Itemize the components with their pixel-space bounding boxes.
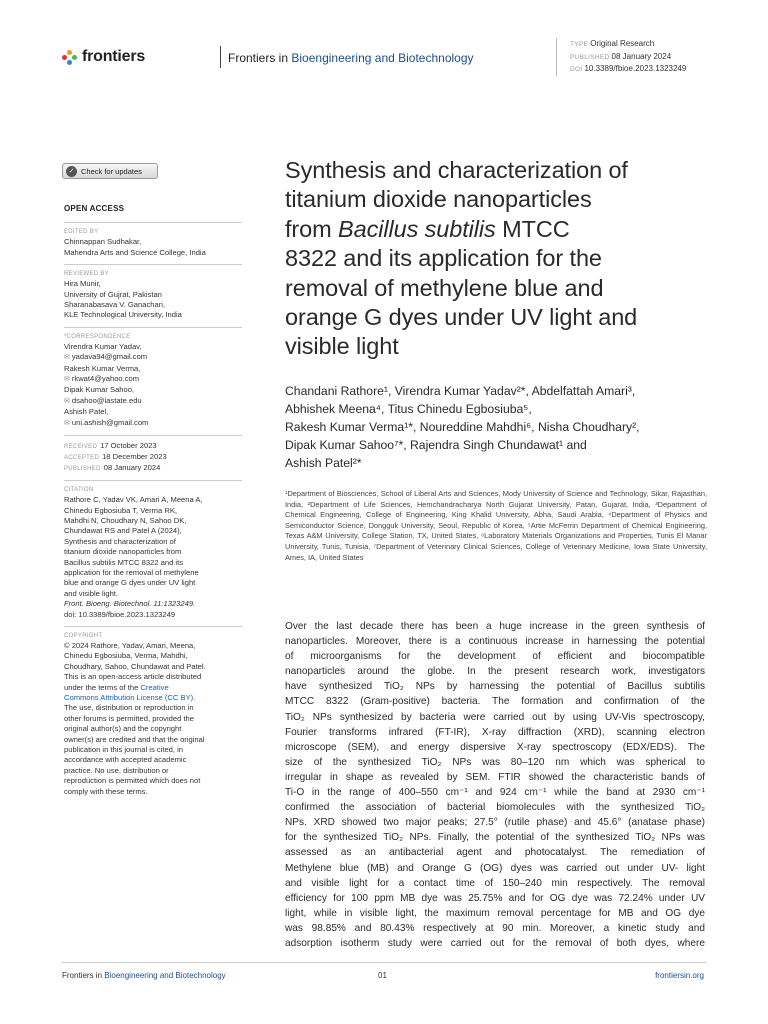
sidebar (64, 204, 242, 803)
published-date: 08 January 2024 (103, 463, 161, 473)
abstract-line: irregular in shape as revealed by SEM. FTIR showed the characteristic bands of (285, 771, 705, 783)
copyright-line: reproduction is permitted which does not (64, 776, 201, 786)
copyright-line: Chinedu Egbosiuba, Verma, Mahdhi, (64, 651, 188, 661)
author-line[interactable]: Dipak Kumar Sahoo⁷*, Rajendra Singh Chundawat¹ and (285, 437, 587, 452)
frontiers-logo-icon (62, 49, 78, 65)
abstract-line: light, while in visible light, the maximum removal percentage for MB and OG dye (285, 907, 705, 919)
divider (64, 626, 242, 627)
copyright-line: owner(s) are credited and that the original (64, 734, 205, 744)
title-species: Bacillus subtilis (338, 215, 496, 242)
correspondent-name: Ashish Patel, (64, 407, 109, 417)
abstract-line: nanoparticles. Moreover, there is a continuous increase in harnessing the potential (285, 636, 705, 648)
reviewed-by-label: REVIEWED BY (64, 271, 109, 278)
received-date: 17 October 2023 (100, 441, 157, 451)
footer-site-link[interactable]: frontiersin.org (655, 971, 704, 980)
check-for-updates-button[interactable] (62, 163, 158, 179)
type-label: TYPE (570, 41, 589, 48)
abstract-line: efficiency for 100 ppm MB dye was 25.75% and for OG dye was 72.24% under UV (285, 892, 705, 904)
abstract-line: Ti-O in the range of 400–550 cm⁻¹ and 924 cm⁻¹ while the band at 2930 cm⁻¹ (285, 787, 705, 799)
copyright-line: under the terms of the (64, 682, 139, 692)
citation-line: titanium dioxide nanoparticles from (64, 547, 182, 557)
abstract (285, 619, 705, 951)
correspondent-email[interactable]: uni.ashish@gmail.com (71, 417, 149, 427)
reviewer-line: KLE Technological University, India (64, 310, 182, 320)
abstract-line: Fourier transforms infrared (FT-IR), X-ray diffraction (XRD), scanning electron (285, 726, 705, 738)
abstract-line: of microorganisms for the development of efficient and biocompatible (285, 651, 705, 663)
reviewer-line: Hira Munir, (64, 279, 101, 289)
journal-prefix: Frontiers in (228, 51, 289, 65)
footer-journal-name: Bioengineering and Biotechnology (104, 971, 226, 980)
affiliations: ¹Department of Biosciences, School of Liberal Arts and Sciences, Mody University of Science and Technology, Sikar, Rajasthan, India, ²Department of Life Sciences, Hemchandracharya North Gujarat University, Patan, Gujarat, India, ³Department of Chemical Engineering, College of Engineering, King Khalid University, Abha, Saudi Arabia, ⁴Department of Physics and Semiconductor Science, Dongguk University, Seoul, Republic of Korea, ⁵Artie McFerrin Department of Chemical Engineering, Texas A&M University, College Station, TX, United States, ⁶Laboratory Materials Organizations and Properties, Tunis El Manar University, Tunis, Tunisia, ⁷Department of Veterinary Clinical Sciences, College of Veterinary Medicine, Iowa State University, Ames, IA, United States (285, 489, 707, 562)
copyright-section (64, 632, 242, 797)
abstract-line: assessed as an antibacterial agent and photocatalyst. The remediation of (285, 847, 705, 859)
author-line[interactable]: Abhishek Meena⁴, Titus Chinedu Egbosiuba⁵, (285, 401, 532, 416)
email-icon: ✉ (64, 376, 70, 384)
citation-line: Synthesis and characterization of (64, 536, 176, 546)
citation-line: Front. Bioeng. Biotechnol. 11:1323249. (64, 599, 196, 609)
abstract-line: size of the synthesized TiO₂ NPs was 80–120 nm which was spherical to (285, 756, 705, 768)
reviewer-line: University of Gujrat, Pakistan (64, 289, 162, 299)
copyright-line: The use, distribution or reproduction in (64, 703, 194, 713)
open-access-label: OPEN ACCESS (64, 204, 125, 213)
correspondent-name: Dipak Kumar Sahoo, (64, 385, 135, 395)
citation-line: Chundawat RS and Patel A (2024), (64, 526, 182, 536)
license-link[interactable]: Commons Attribution License (CC BY). (64, 693, 196, 702)
editor-line: Mahendra Arts and Science College, India (64, 247, 206, 257)
doi-value[interactable]: 10.3389/fbioe.2023.1323249 (584, 64, 687, 73)
type-value: Original Research (590, 39, 655, 48)
copyright-line: publication in this journal is cited, in (64, 745, 184, 755)
correspondence-label: *CORRESPONDENCE (64, 333, 131, 340)
check-updates-label: Check for updates (81, 166, 142, 176)
copyright-line: original author(s) and the copyright (64, 724, 182, 734)
frontiers-logo[interactable] (62, 48, 145, 66)
logo-text: frontiers (82, 48, 146, 65)
abstract-line: MTCC 8322 (Gram-positive) bacteria. The formation and confirmation of the (285, 696, 705, 708)
page-number: 01 (378, 971, 387, 980)
check-updates-icon: ✓ (66, 166, 77, 177)
copyright-line: accordance with accepted academic (64, 755, 187, 765)
correspondent-name: Rakesh Kumar Verma, (64, 363, 141, 373)
abstract-line: nanoparticles around the globe. In the present research work, investigators (285, 666, 705, 678)
correspondence-section (64, 333, 242, 429)
title-line: titanium dioxide nanoparticles (285, 186, 592, 213)
abstract-line: was 98.85% and 80.43% respectively at 90 min. Moreover, a kinetic study and (285, 922, 705, 934)
article-title (285, 156, 715, 362)
citation-doi[interactable]: doi: 10.3389/fbioe.2023.1323249 (64, 609, 176, 619)
license-link[interactable]: Creative (140, 682, 169, 692)
footer-journal-prefix: Frontiers in (62, 971, 103, 980)
correspondent-name: Virendra Kumar Yadav, (64, 341, 142, 351)
dates-section (64, 441, 242, 474)
divider (64, 327, 242, 328)
title-line: from (285, 215, 332, 242)
abstract-line: for the synthesized TiO₂ NPs. Finally, the potential of the synthesized TiO₂ NPs was (285, 832, 705, 844)
copyright-line: other forums is permitted, provided the (64, 713, 194, 723)
abstract-line: Over the last decade there has been a huge increase in the green synthesis of (285, 621, 705, 632)
title-line: removal of methylene blue and (285, 274, 604, 301)
citation-line: Bacillus subtilis MTCC 8322 and its (64, 557, 184, 567)
abstract-line: and visible light for a contact time of 150–240 min respectively. The removal (285, 877, 705, 889)
copyright-line: practice. No use, distribution or (64, 765, 169, 775)
correspondent-email[interactable]: yadava94@gmail.com (71, 352, 148, 362)
accepted-label: ACCEPTED (64, 455, 100, 462)
correspondent-email[interactable]: rkwat4@yahoo.com (71, 374, 140, 384)
citation-line: Mahdhi N, Choudhary N, Sahoo DK, (64, 515, 187, 525)
footer-journal[interactable] (62, 971, 226, 980)
author-line[interactable]: Rakesh Kumar Verma¹*, Noureddine Mahdhi⁶, Nisha Choudhary², (285, 419, 640, 434)
author-line[interactable]: Ashish Patel²* (285, 455, 362, 470)
abstract-line: microscope (SEM), and energy dispersive X-ray spectroscopy (EDX/EDS). The (285, 741, 705, 753)
abstract-line: NPs. XRD showed two major peaks; 27.5° (rutile phase) and 45.6° (anatase phase) (285, 817, 705, 829)
citation-line: and visible light. (64, 588, 119, 598)
email-icon: ✉ (64, 397, 70, 405)
divider (64, 480, 242, 481)
title-line: visible light (285, 333, 399, 360)
copyright-label: COPYRIGHT (64, 632, 103, 639)
copyright-line: This is an open-access article distributed (64, 672, 202, 682)
reviewed-by-section (64, 270, 242, 321)
abstract-line: Methylene blue (MB) and Orange G (OG) dyes was carried out under UV- light (285, 862, 705, 874)
article-meta (556, 38, 686, 76)
editor-line: Chinnappan Sudhakar, (64, 237, 142, 247)
copyright-line: © 2024 Rathore, Yadav, Amari, Meena, (64, 640, 196, 650)
author-line[interactable]: Chandani Rathore¹, Virendra Kumar Yadav²*, Abdelfattah Amari³, (285, 384, 636, 398)
accepted-date: 18 December 2023 (102, 452, 167, 462)
author-list (285, 383, 710, 473)
divider (64, 435, 242, 436)
citation-section (64, 486, 242, 620)
correspondent-email[interactable]: dsahoo@iastate.edu (71, 395, 142, 405)
citation-line: Chinedu Egbosiuba T, Verma RK, (64, 505, 177, 515)
abstract-line: TiO₂ NPs synthesized by bacteria were carried out by using UV-Vis spectroscopy, (285, 711, 705, 723)
email-icon: ✉ (64, 419, 70, 427)
received-label: RECEIVED (64, 444, 98, 451)
journal-title[interactable] (228, 51, 474, 65)
citation-line: Rathore C, Yadav VK, Amari A, Meena A, (64, 495, 203, 505)
title-line: 8322 and its application for the (285, 245, 602, 272)
published-label: PUBLISHED (570, 53, 610, 61)
title-line: orange G dyes under UV light and (285, 304, 638, 331)
edited-by-section (64, 228, 242, 258)
journal-name: Bioengineering and Biotechnology (291, 51, 474, 65)
title-line: MTCC (502, 215, 570, 242)
header-divider (220, 46, 221, 68)
copyright-line: comply with these terms. (64, 786, 148, 796)
doi-label: DOI (570, 66, 583, 73)
abstract-line: adsorption isotherm study were carried out for the removal of both dyes, where (285, 937, 705, 949)
abstract-line: confirmed the association of bacterial biomolecules with the synthesized TiO₂ (285, 802, 705, 814)
divider (64, 264, 242, 265)
copyright-line: Choudhary, Sahoo, Chundawat and Patel. (64, 661, 206, 671)
citation-line: application for the removal of methylene (64, 567, 199, 577)
published-label: PUBLISHED (64, 466, 101, 473)
edited-by-label: EDITED BY (64, 229, 99, 236)
title-line: Synthesis and characterization of (285, 157, 628, 183)
email-icon: ✉ (64, 354, 70, 362)
citation-line: blue and orange G dyes under UV light (64, 578, 196, 588)
abstract-line: have synthesized TiO₂ NPs by harnessing the potential of Bacillus subtilis (285, 681, 705, 693)
citation-label: CITATION (64, 487, 94, 494)
footer-divider (62, 962, 706, 963)
published-value: 08 January 2024 (611, 51, 672, 61)
divider (64, 222, 242, 223)
reviewer-line: Sharanabasava V. Ganachari, (64, 300, 166, 310)
